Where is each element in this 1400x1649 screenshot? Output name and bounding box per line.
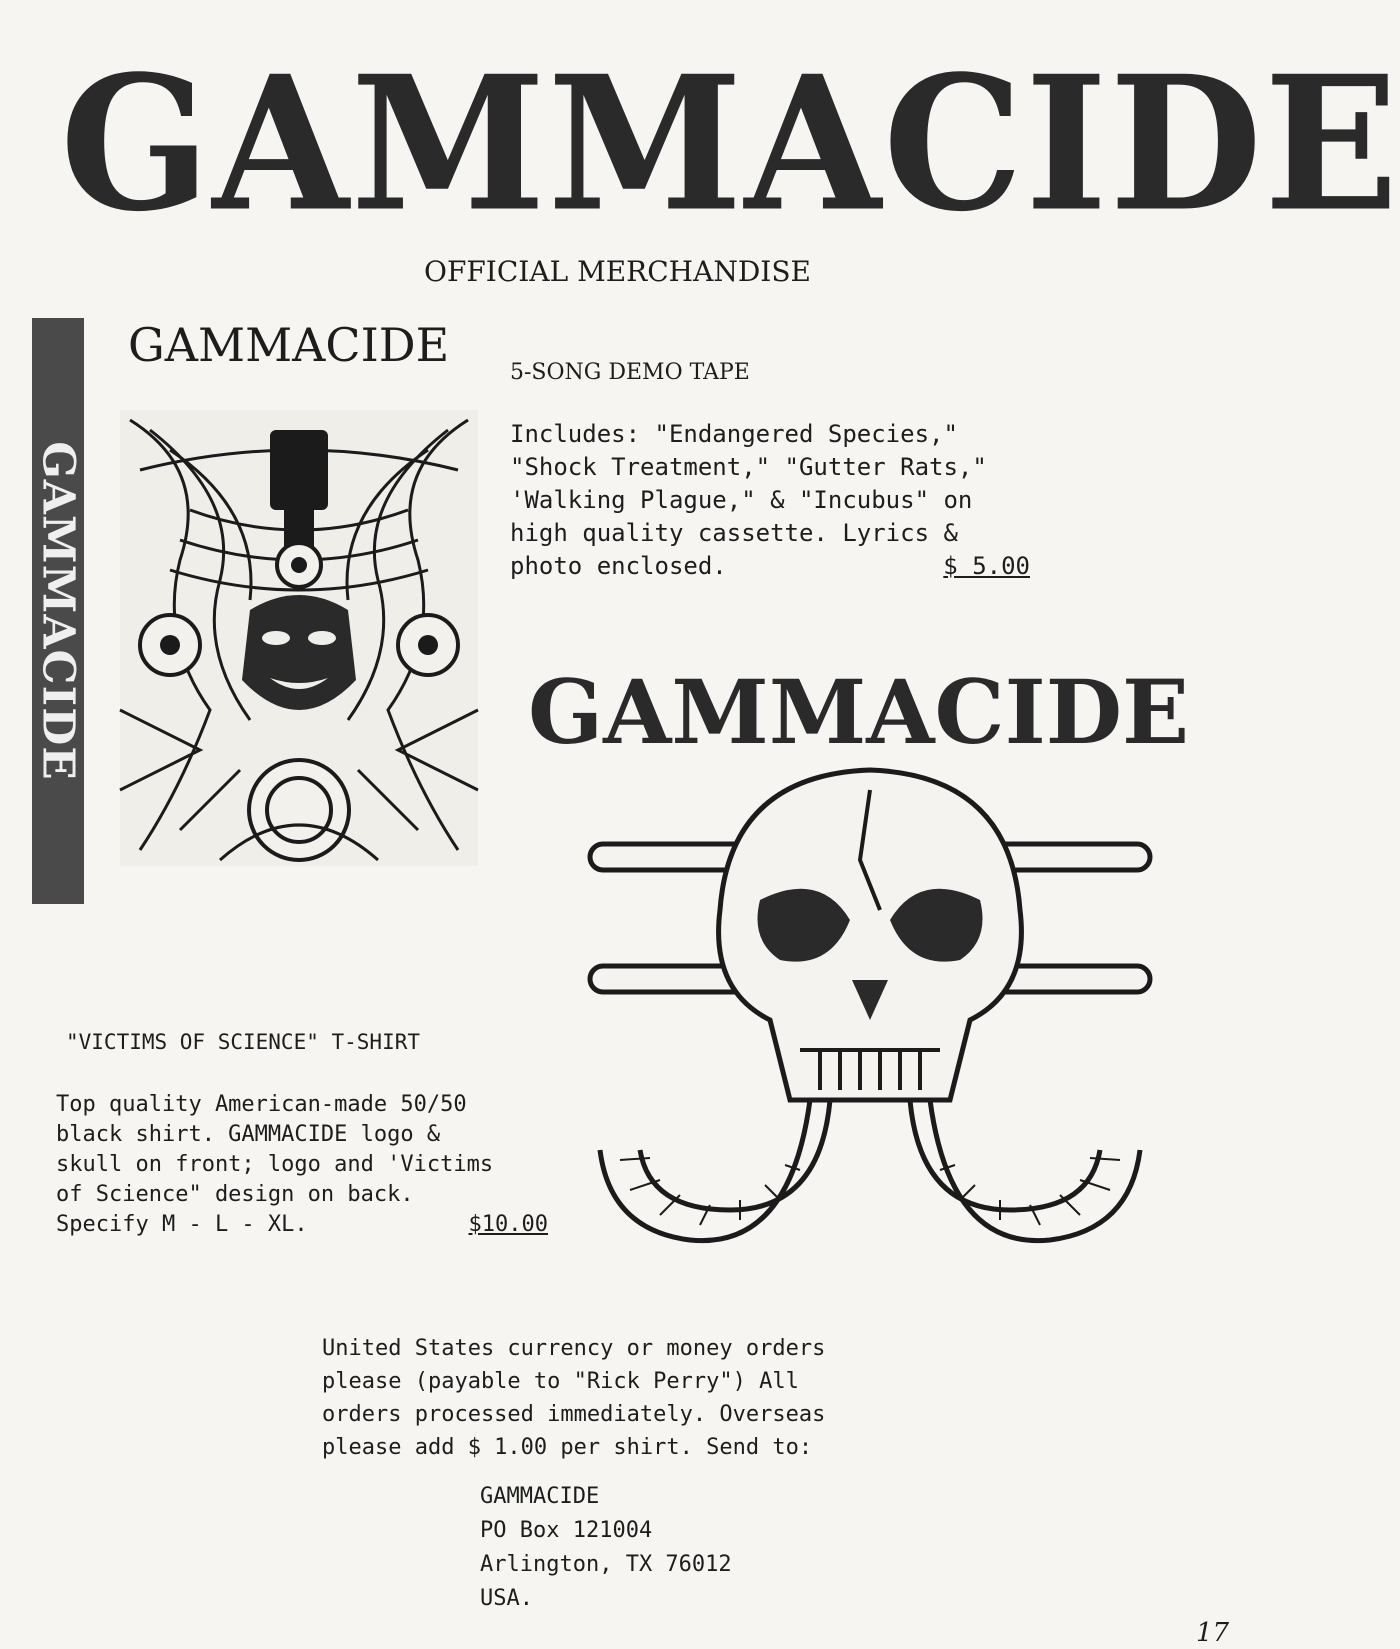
- address-line: Arlington, TX 76012: [480, 1552, 732, 1577]
- demo-line: high quality cassette. Lyrics &: [510, 519, 958, 547]
- mailing-address: [480, 1480, 732, 1616]
- address-line: USA.: [480, 1586, 533, 1611]
- address-line: GAMMACIDE: [480, 1484, 600, 1509]
- shirt-price: $10.00: [468, 1212, 548, 1237]
- order-line: please add $ 1.00 per shirt. Send to:: [322, 1435, 813, 1460]
- order-line: United States currency or money orders: [322, 1336, 826, 1361]
- demo-line: Includes: "Endangered Species,": [510, 420, 958, 448]
- address-line: PO Box 121004: [480, 1518, 653, 1543]
- demo-line: 'Walking Plague," & "Incubus" on: [510, 486, 973, 514]
- demo-line: "Shock Treatment," "Gutter Rats,": [510, 453, 987, 481]
- cassette-cover-artwork: [120, 410, 478, 866]
- page-number: 17: [1196, 1618, 1230, 1648]
- demo-price: $ 5.00: [943, 552, 1030, 580]
- demo-tape-heading: 5-SONG DEMO TAPE: [510, 360, 750, 385]
- skull-illustration: [590, 770, 1150, 1270]
- order-instructions: [322, 1332, 922, 1464]
- shirt-line: black shirt. GAMMACIDE logo &: [56, 1122, 441, 1147]
- shirt-line: skull on front; logo and 'Victims: [56, 1152, 494, 1177]
- order-line: orders processed immediately. Overseas: [322, 1402, 826, 1427]
- demo-price-line: [510, 550, 1030, 583]
- demo-tape-description: [510, 418, 1030, 583]
- demo-line: photo enclosed.: [510, 552, 727, 580]
- shirt-line: Top quality American-made 50/50: [56, 1092, 467, 1117]
- shirt-price-line: [56, 1210, 548, 1240]
- shirt-logo: GAMMACIDE: [528, 660, 1190, 764]
- demo-cover-title: GAMMACIDE: [128, 318, 450, 372]
- page-subtitle: OFFICIAL MERCHANDISE: [424, 255, 811, 288]
- shirt-description: [56, 1090, 576, 1240]
- order-line: please (payable to "Rick Perry") All: [322, 1369, 799, 1394]
- shirt-heading: "VICTIMS OF SCIENCE" T-SHIRT: [66, 1030, 421, 1054]
- sidebar-label: GAMMACIDE: [32, 441, 84, 781]
- page-title: GAMMACIDE: [60, 35, 1400, 253]
- shirt-line: Specify M - L - XL.: [56, 1212, 308, 1237]
- shirt-line: of Science" design on back.: [56, 1182, 414, 1207]
- sidebar-banner: [32, 318, 84, 904]
